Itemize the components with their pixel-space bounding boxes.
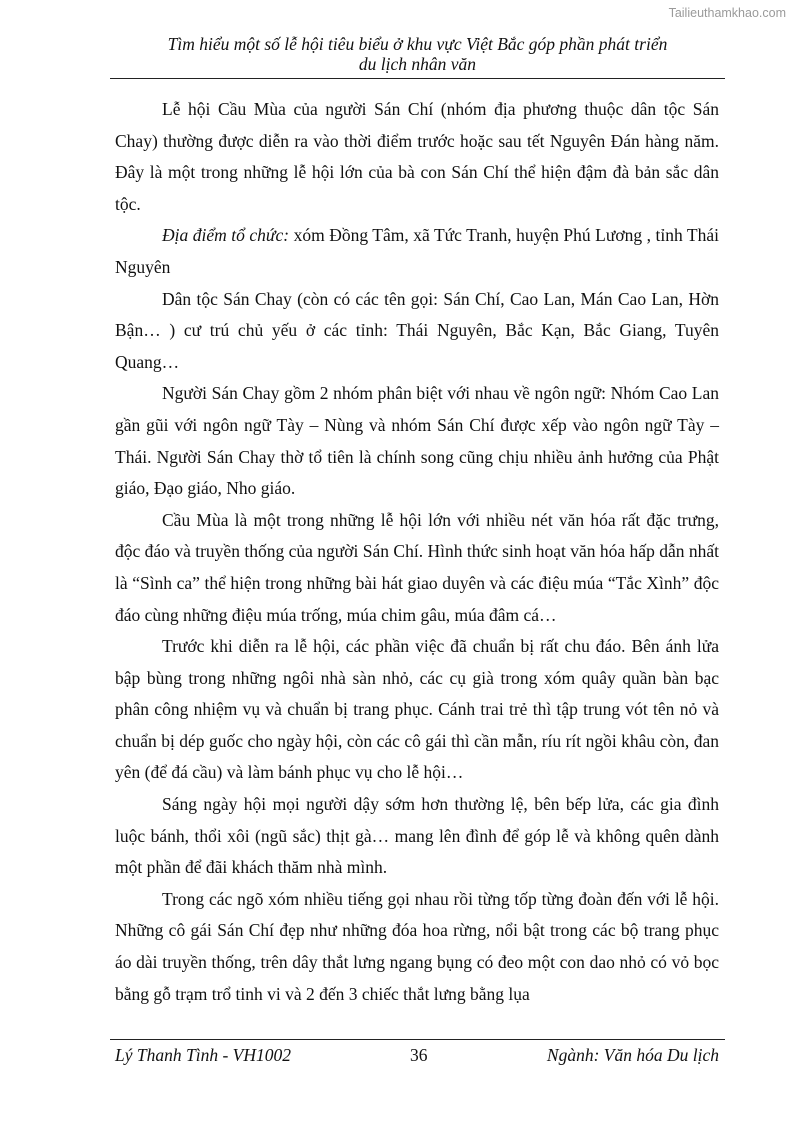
- paragraph-5: Cầu Mùa là một trong những lễ hội lớn với nhiều nét văn hóa rất đặc trưng, độc đáo và truyền thống của người Sán Chí. Hình thức sinh hoạt văn hóa hấp dẫn nhất là “Sình ca” thể hiện trong những bài hát giao duyên và các điệu múa “Tắc Xình” độc đáo cùng những điệu múa trống, múa chim gâu, múa đâm cá…: [115, 509, 719, 625]
- location-text: xóm Đồng Tâm, xã Tức Tranh, huyện Phú Lương , tỉnh Thái Nguyên: [115, 225, 719, 277]
- page-header: [110, 34, 725, 74]
- header-title-line-1: Tìm hiểu một số lễ hội tiêu biểu ở khu vực Việt Bắc góp phần phát triển: [167, 34, 668, 54]
- paragraph-2: [115, 220, 719, 283]
- paragraph-3: Dân tộc Sán Chay (còn có các tên gọi: Sán Chí, Cao Lan, Mán Cao Lan, Hờn Bận… ) cư trú chủ yếu ở các tỉnh: Thái Nguyên, Bắc Kạn, Bắc Giang, Tuyên Quang…: [115, 288, 719, 372]
- paragraph-1: Lễ hội Cầu Mùa của người Sán Chí (nhóm địa phương thuộc dân tộc Sán Chay) thường được diễn ra vào thời điểm trước hoặc sau tết Nguyên Đán hàng năm. Đây là một trong những lễ hội lớn của bà con Sán Chí thể hiện đậm đà bản sắc dân tộc.: [115, 99, 719, 214]
- page-number: 36: [410, 1045, 428, 1065]
- watermark: Tailieuthamkhao.com: [668, 6, 786, 20]
- document-body: [115, 94, 719, 1010]
- paragraph-6: Trước khi diễn ra lễ hội, các phần việc đã chuẩn bị rất chu đáo. Bên ánh lửa bập bùng trong những ngôi nhà sàn nhỏ, các cụ già trong xóm quây quần bàn bạc phân công nhiệm vụ và chuẩn bị trang phục. Cánh trai trẻ thì tập trung vót tên nỏ và chuẩn bị dép guốc cho ngày hội, còn các cô gái thì cần mẫn, ríu rít ngồi khâu còn, đan yên (để đá cầu) và làm bánh phục vụ cho lễ hội…: [115, 636, 719, 783]
- footer-divider: [110, 1039, 725, 1040]
- footer-major: Ngành: Văn hóa Du lịch: [546, 1045, 719, 1065]
- footer-author: Lý Thanh Tình - VH1002: [115, 1045, 291, 1065]
- paragraph-7: Sáng ngày hội mọi người dậy sớm hơn thường lệ, bên bếp lửa, các gia đình luộc bánh, thổi xôi (ngũ sắc) thịt gà… mang lên đình để góp lễ và không quên dành một phần để đãi khách thăm nhà mình.: [115, 794, 719, 878]
- paragraph-4: Người Sán Chay gồm 2 nhóm phân biệt với nhau về ngôn ngữ: Nhóm Cao Lan gần gũi với ngôn ngữ Tày – Nùng và nhóm Sán Chí được xếp vào ngôn ngữ Tày – Thái. Người Sán Chay thờ tổ tiên là chính song cũng chịu nhiều ảnh hưởng của Phật giáo, Đạo giáo, Nho giáo.: [115, 383, 719, 499]
- header-divider: [110, 78, 725, 79]
- location-label: Địa điểm tổ chức:: [162, 225, 290, 246]
- header-title-line-2: du lịch nhân văn: [358, 54, 477, 74]
- paragraph-8: Trong các ngõ xóm nhiều tiếng gọi nhau rồi từng tốp từng đoàn đến với lễ hội. Những cô gái Sán Chí đẹp như những đóa hoa rừng, nổi bật trong các bộ trang phục áo dài truyền thống, trên dây thắt lưng ngang bụng có đeo một con dao nhỏ có vỏ bọc bằng gỗ trạm trổ tinh vi và 2 đến 3 chiếc thắt lưng bằng lụa: [115, 888, 719, 1004]
